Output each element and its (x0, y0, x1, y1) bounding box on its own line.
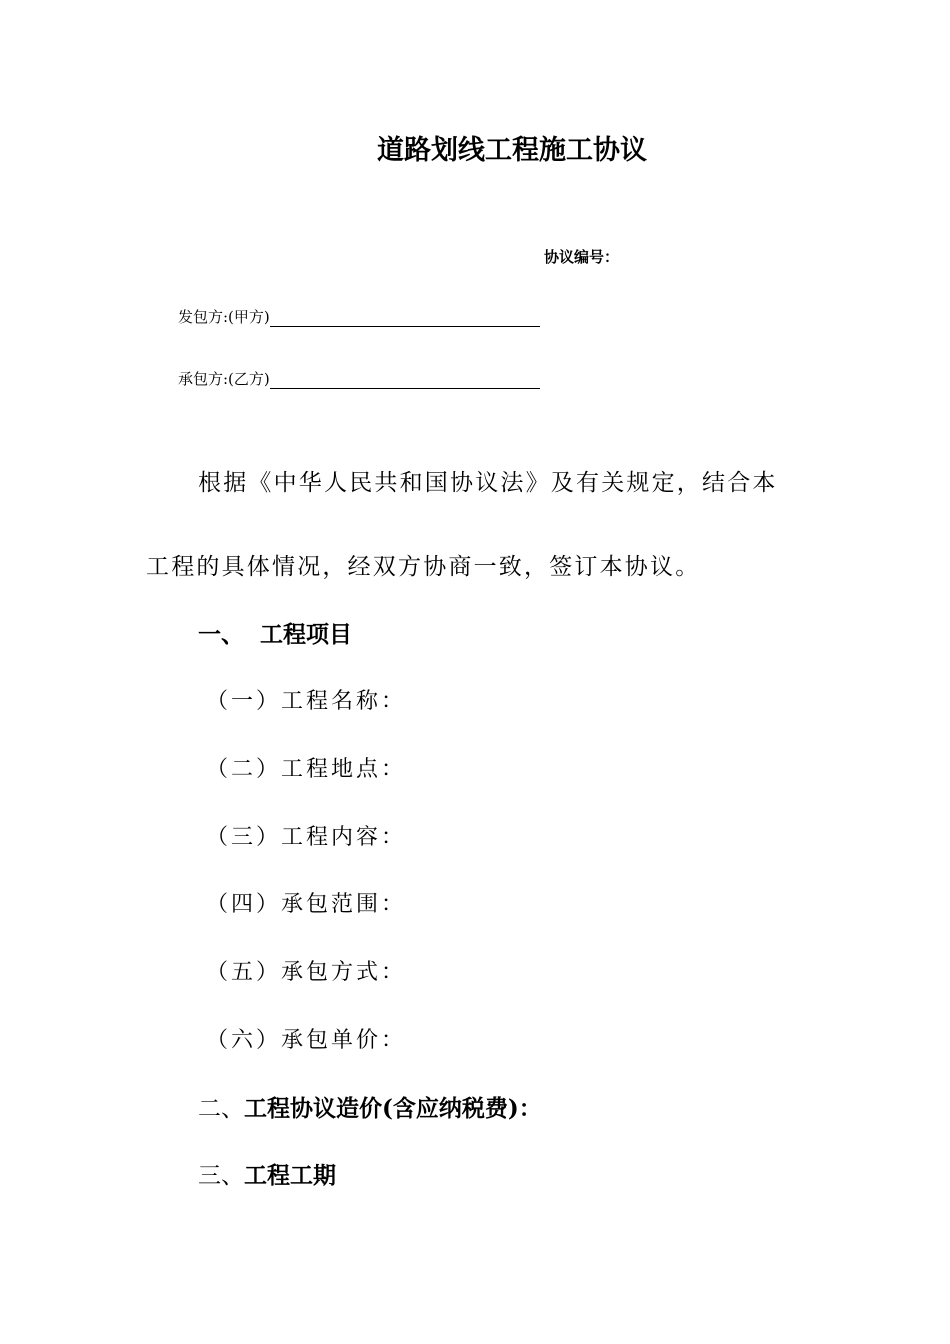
section-1-number: 一、 (198, 621, 244, 648)
intro-paragraph-line-1: 根据《中华人民共和国协议法》及有关规定，结合本 (198, 470, 778, 496)
list-item: （二）工程地点： (206, 757, 407, 782)
section-1-title: 工程项目 (260, 621, 352, 648)
section-2-number: 二、 (198, 1096, 244, 1122)
list-item: （三）工程内容： (206, 825, 407, 850)
section-2-title: 工程协议造价(含应纳税费)： (244, 1095, 542, 1122)
section-2-heading (198, 1090, 542, 1123)
list-item: （五）承包方式： (206, 960, 407, 985)
party-b-label: 承包方:(乙方) (178, 370, 270, 388)
list-item: （一）工程名称： (206, 689, 407, 714)
section-3-heading (198, 1157, 336, 1190)
intro-paragraph-line-2: 工程的具体情况，经双方协商一致，签订本协议。 (146, 554, 701, 580)
list-item: （六）承包单价： (206, 1028, 407, 1053)
section-3-number: 三、 (198, 1163, 244, 1189)
list-item: （四）承包范围： (206, 892, 407, 917)
document-title: 道路划线工程施工协议 (377, 135, 647, 166)
party-a-row (178, 306, 540, 327)
section-3-title: 工程工期 (244, 1162, 336, 1189)
party-a-label: 发包方:(甲方) (178, 308, 270, 326)
agreement-number-label: 协议编号： (544, 248, 620, 266)
party-a-blank-line (270, 310, 540, 327)
party-b-blank-line (270, 372, 540, 389)
party-b-row (178, 368, 540, 389)
section-1-heading (198, 616, 352, 649)
